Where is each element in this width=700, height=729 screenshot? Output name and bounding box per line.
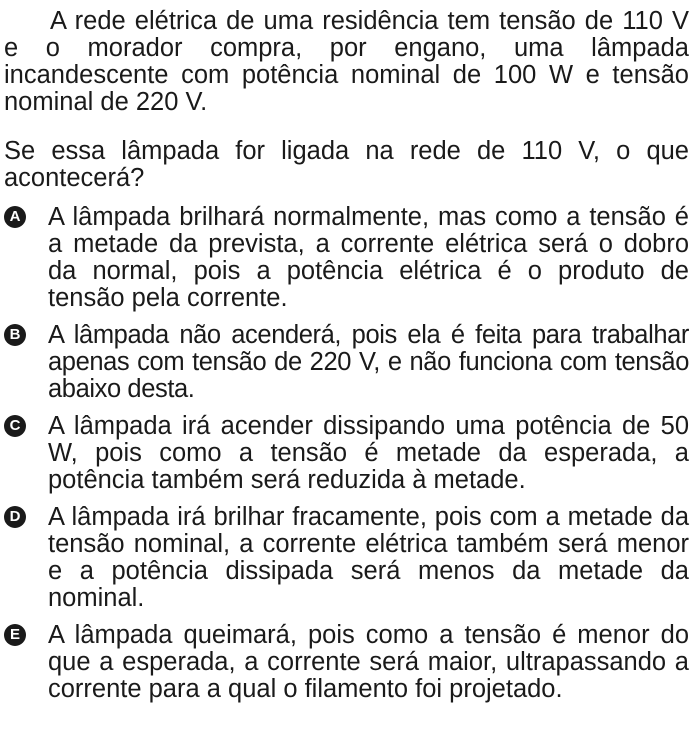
- option-c-text: A lâmpada irá acender dissipando uma potência de 50 W, pois como a tensão é metade da esperada, a potência também será reduzida à metade.: [48, 412, 689, 494]
- option-a[interactable]: [4, 204, 689, 312]
- option-b-letter-badge: B: [4, 324, 26, 346]
- option-c[interactable]: [4, 413, 689, 494]
- answer-options: [4, 204, 689, 703]
- option-e[interactable]: [4, 622, 689, 703]
- option-d[interactable]: [4, 504, 689, 612]
- option-d-text: A lâmpada irá brilhar fracamente, pois com a metade da tensão nominal, a corrente elétrica também será menor e a potência dissipada será menos da metade da nominal.: [48, 503, 689, 612]
- option-e-letter-badge: E: [4, 624, 26, 646]
- question-statement: A rede elétrica de uma residência tem tensão de 110 V e o morador compra, por engano, uma lâmpada incandescente com potência nominal de 100 W e tensão nominal de 220 V.: [4, 7, 689, 116]
- option-a-letter-badge: A: [4, 206, 26, 228]
- option-a-text: A lâmpada brilhará normalmente, mas como a tensão é a metade da prevista, a corrente elétrica será o dobro da normal, pois a potência elétrica é o produto de tensão pela corrente.: [48, 203, 689, 312]
- option-d-letter-badge: D: [4, 506, 26, 528]
- option-c-letter-badge: C: [4, 415, 26, 437]
- option-b[interactable]: [4, 322, 689, 403]
- option-b-text: A lâmpada não acenderá, pois ela é feita para trabalhar apenas com tensão de 220 V, e não funciona com tensão abaixo desta.: [48, 321, 689, 403]
- option-e-text: A lâmpada queimará, pois como a tensão é menor do que a esperada, a corrente será maior, ultrapassando a corrente para a qual o filamento foi projetado.: [48, 621, 689, 703]
- question-prompt: Se essa lâmpada for ligada na rede de 110 V, o que acontecerá?: [4, 137, 689, 192]
